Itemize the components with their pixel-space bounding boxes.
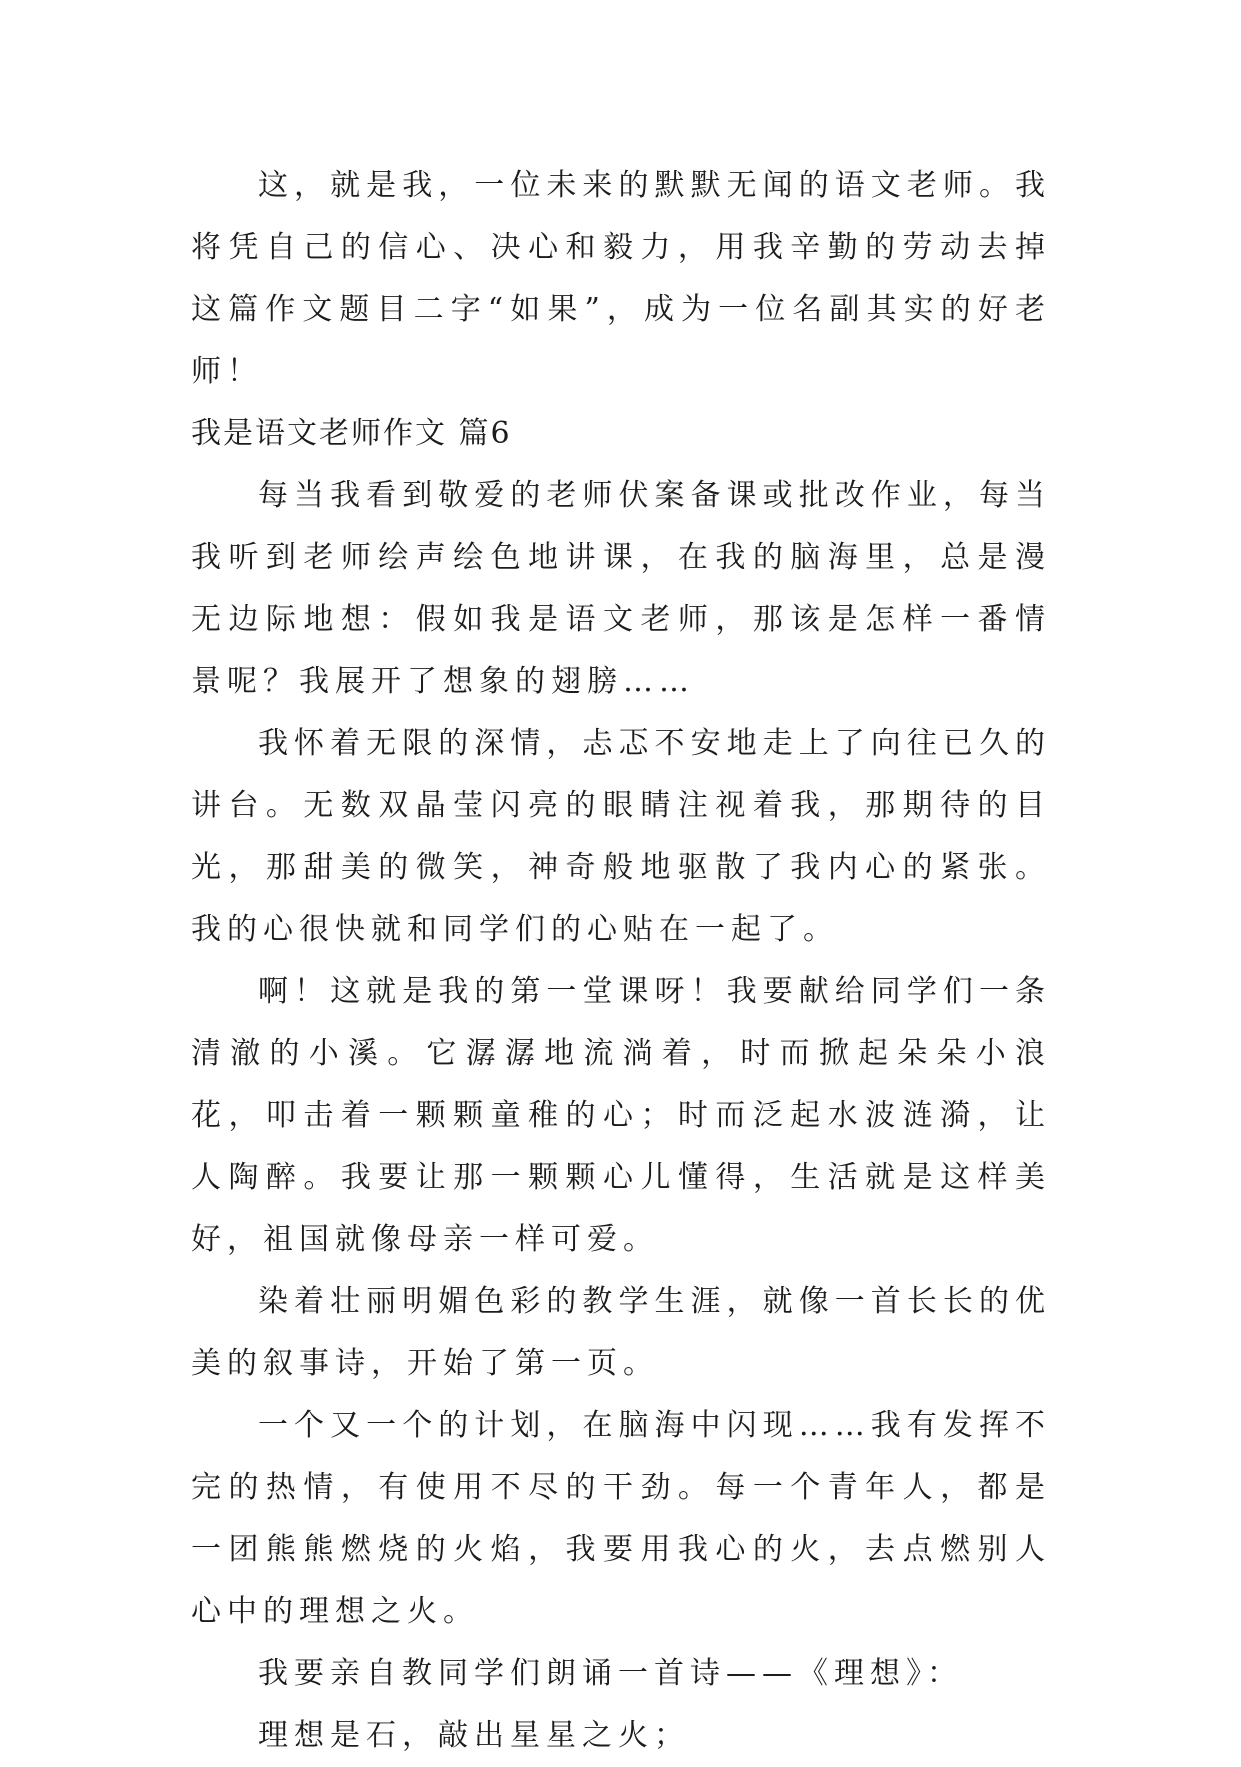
paragraph-1: 每当我看到敬爱的老师伏案备课或批改作业，每当我听到老师绘声绘色地讲课，在我的脑海里，总是漫无边际地想：假如我是语文老师，那该是怎样一番情景呢？我展开了想象的翅膀…… xyxy=(191,478,1051,699)
paragraph-4: 染着壮丽明媚色彩的教学生涯，就像一首长长的优美的叙事诗，开始了第一页。 xyxy=(191,1284,1051,1381)
intro-paragraph: 这，就是我，一位未来的默默无闻的语文老师。我将凭自己的信心、决心和毅力，用我辛勤的劳动去掉这篇作文题目二字“如果”，成为一位名副其实的好老师！ xyxy=(191,168,1051,389)
paragraph-3: 啊！这就是我的第一堂课呀！我要献给同学们一条清澈的小溪。它潺潺地流淌着，时而掀起朵朵小浪花，叩击着一颗颗童稚的心；时而泛起水波涟漪，让人陶醉。我要让那一颗颗心儿懂得，生活就是这样美好，祖国就像母亲一样可爱。 xyxy=(191,974,1051,1257)
paragraph-5: 一个又一个的计划，在脑海中闪现……我有发挥不完的热情，有使用不尽的干劲。每一个青年人，都是一团熊熊燃烧的火焰，我要用我心的火，去点燃别人心中的理想之火。 xyxy=(191,1408,1051,1629)
section-heading: 我是语文老师作文 篇6 xyxy=(191,416,512,451)
paragraph-7: 理想是石，敲出星星之火； xyxy=(258,1718,690,1753)
paragraph-6: 我要亲自教同学们朗诵一首诗——《理想》： xyxy=(258,1656,963,1691)
paragraph-2: 我怀着无限的深情，忐忑不安地走上了向往已久的讲台。无数双晶莹闪亮的眼睛注视着我，那期待的目光，那甜美的微笑，神奇般地驱散了我内心的紧张。我的心很快就和同学们的心贴在一起了。 xyxy=(191,726,1051,947)
document-page xyxy=(191,155,1051,1767)
